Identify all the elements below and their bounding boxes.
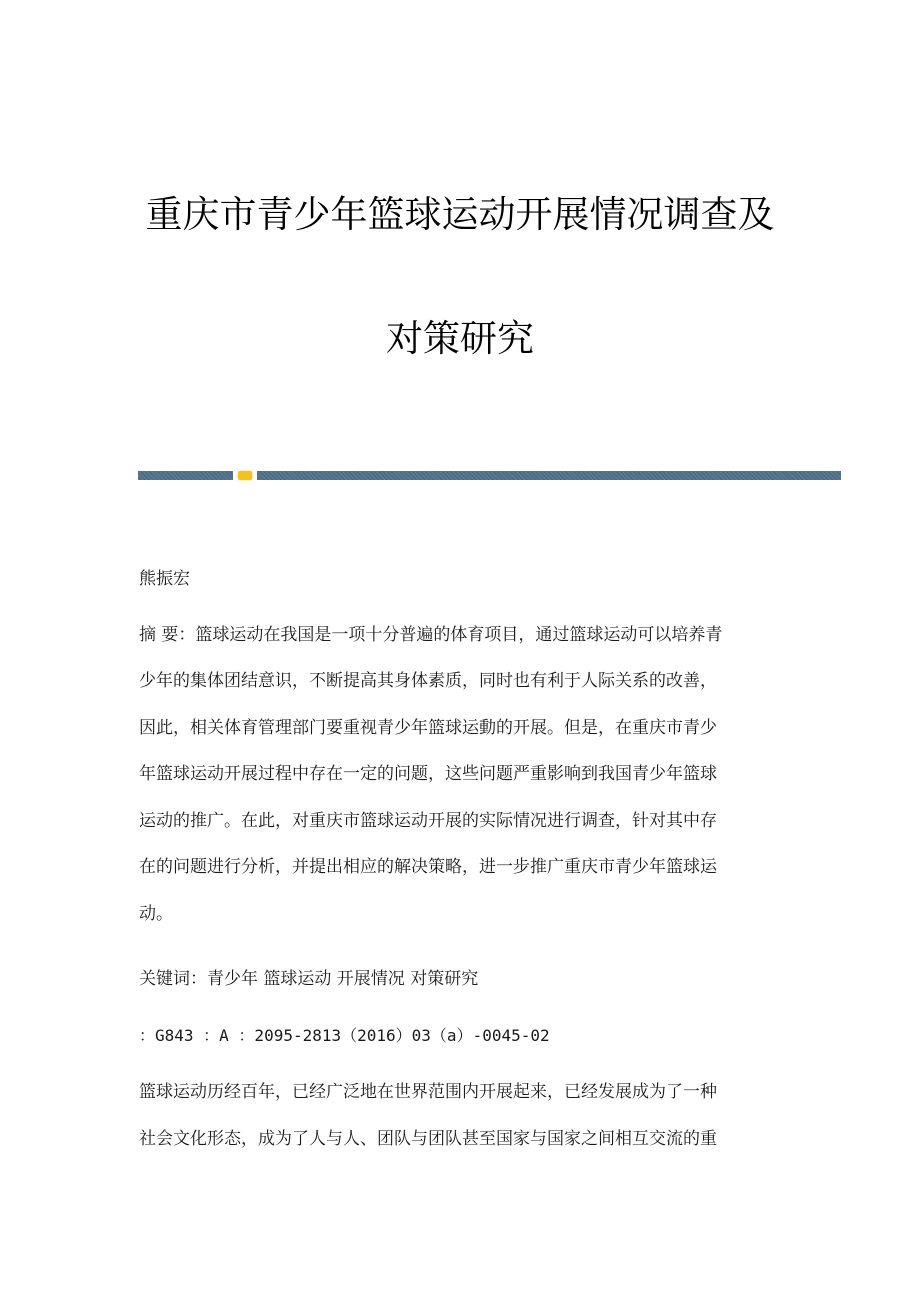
abstract-line: 年篮球运动开展过程中存在一定的问题，这些问题严重影响到我国青少年篮球 xyxy=(139,764,717,784)
title-divider xyxy=(138,471,841,480)
author-name: 熊振宏 xyxy=(139,569,190,589)
abstract-line: 少年的集体团结意识，不断提高其身体素质，同时也有利于人际关系的改善， xyxy=(139,671,717,691)
divider-bar-left xyxy=(138,471,233,480)
classification-codes: ：G843 ：A ：2095-2813（2016）03（a）-0045-02 xyxy=(139,1026,550,1045)
document-title-line-2: 对策研究 xyxy=(386,317,534,360)
keywords: 关键词：青少年 篮球运动 开展情况 对策研究 xyxy=(139,969,479,989)
body-line: 篮球运动历经百年，已经广泛地在世界范围内开展起来，已经发展成为了一种 xyxy=(139,1082,717,1102)
divider-bar-right xyxy=(257,471,841,480)
body-line: 社会文化形态，成为了人与人、团队与团队甚至国家与国家之间相互交流的重 xyxy=(139,1129,717,1149)
ribbon-badge-icon xyxy=(238,471,252,480)
abstract-line: 摘 要：篮球运动在我国是一项十分普遍的体育项目，通过篮球运动可以培养青 xyxy=(139,625,723,645)
abstract-line: 在的问题进行分析，并提出相应的解决策略，进一步推广重庆市青少年篮球运 xyxy=(139,857,717,877)
abstract-line: 运动的推广。在此，对重庆市篮球运动开展的实际情况进行调查，针对其中存 xyxy=(139,811,717,831)
abstract-line: 动。 xyxy=(139,904,173,924)
document-title-line-1: 重庆市青少年篮球运动开展情况调查及 xyxy=(145,193,775,236)
abstract-line: 因此，相关体育管理部门要重视青少年篮球运動的开展。但是，在重庆市青少 xyxy=(139,718,717,738)
